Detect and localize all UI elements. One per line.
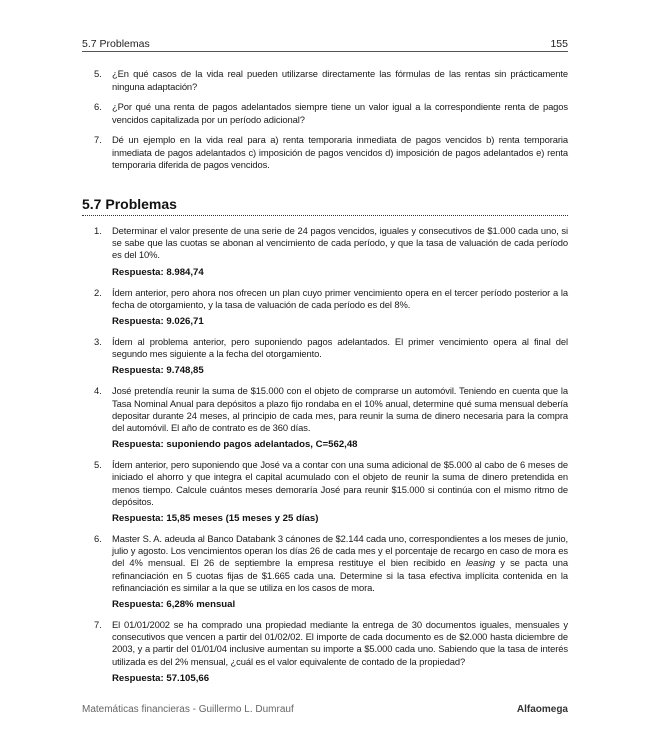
header-rule — [82, 51, 568, 52]
question-item — [82, 101, 568, 126]
problem-item — [82, 619, 568, 668]
review-questions — [82, 68, 568, 180]
problem-text-end: y se pacta una refinanciación en 5 cuotas fijas de $1.665 cada una. Determine si la tasa efectiva implícita contenida en la refinanciación es similar a la que se utiliza en los casos de mora. — [112, 557, 568, 593]
problem-item — [82, 336, 568, 360]
question-number: 6. — [94, 101, 102, 112]
problem-text: Ídem anterior, pero suponiendo que José va a contar con una suma adicional de $5.000 al cabo de 6 meses de iniciado el ahorro y que integra el capital acumulado con el objeto de reunir la suma de dinero pretendida en menos tiempo. Calcule cuántos meses demoraría José para reunir $15.000 si continúa con el mismo ritmo de depósitos. — [112, 459, 568, 507]
problem-number: 4. — [94, 385, 102, 397]
problem-item — [82, 459, 568, 508]
problem-text: Determinar el valor presente de una serie de 24 pagos vencidos, iguales y consecutivos de $1.000 cada uno, si se sabe que las cuotas se abonan al vencimiento de cada período, y que la tasa de valuación de cada período es del 10%. — [112, 225, 568, 261]
question-text: Dé un ejemplo en la vida real para a) renta temporaria inmediata de pagos vencidos b) renta temporaria inmediata de pagos adelantados c) imposición de pagos vencidos d) imposición de pagos adelantados e) renta temporaria diferida de pagos vencidos. — [112, 134, 568, 170]
problem-answer: Respuesta: 57.105,66 — [112, 672, 210, 684]
question-item — [82, 134, 568, 172]
problem-item — [82, 287, 568, 311]
problem-answer: Respuesta: suponiendo pagos adelantados, C=562,48 — [112, 439, 358, 451]
question-item — [82, 68, 568, 93]
problems-list — [82, 225, 568, 693]
problem-answer: Respuesta: 9.748,85 — [112, 365, 204, 377]
problem-text-italic: leasing — [466, 557, 496, 569]
problem-text-start: Master S. A. adeuda al Banco Databank 3 cánones de $2.144 cada uno, correspondientes a los meses de junio, julio y agosto. Los vencimientos operan los días 26 de cada mes y el porcentaje de recargo en caso de mora es del 4% mensual. El 26 de septiembre la empresa restituye el bien recibido en — [112, 533, 568, 569]
question-number: 7. — [94, 134, 102, 145]
problem-text: Ídem al problema anterior, pero suponiendo pagos adelantados. El primer vencimiento opera al final del segundo mes siguiente a la fecha del otorgamiento. — [112, 336, 568, 360]
problem-answer: Respuesta: 6,28% mensual — [112, 599, 236, 611]
problem-text: Ídem anterior, pero ahora nos ofrecen un plan cuyo primer vencimiento opera en el tercer período posterior a la fecha de otorgamiento, y la tasa de valuación de cada período es del 8%. — [112, 286, 568, 310]
question-text: ¿Por qué una renta de pagos adelantados siempre tiene un valor igual a la correspondiente renta de pagos vencidos capitalizada por un período adicional? — [112, 101, 568, 125]
problem-number: 2. — [94, 286, 102, 298]
header-section: 5.7 Problemas — [82, 38, 150, 50]
section-divider — [82, 215, 568, 216]
question-text: ¿En qué casos de la vida real pueden utilizarse directamente las fórmulas de las rentas sin prácticamente ninguna adaptación? — [112, 68, 568, 92]
problem-answer: Respuesta: 9.026,71 — [112, 316, 204, 328]
section-title: 5.7 Problemas — [82, 196, 177, 212]
problem-answer: Respuesta: 8.984,74 — [112, 266, 204, 278]
problem-item — [82, 385, 568, 434]
problem-item — [82, 225, 568, 262]
problem-number: 3. — [94, 336, 102, 348]
page-number: 155 — [550, 38, 568, 50]
problem-number: 5. — [94, 459, 102, 471]
problem-item — [82, 533, 568, 594]
question-number: 5. — [94, 68, 102, 79]
problem-answer: Respuesta: 15,85 meses (15 meses y 25 días) — [112, 513, 319, 525]
footer-book-title: Matemáticas financieras - Guillermo L. Dumrauf — [82, 704, 294, 715]
footer-publisher: Alfaomega — [516, 704, 568, 715]
problem-text: El 01/01/2002 se ha comprado una propiedad mediante la entrega de 30 documentos iguales, mensuales y consecutivos que vencen a partir del 01/02/02. El importe de cada documento es de $2.000 hasta diciembre de 2003, y a partir del 01/01/04 inclusive aumentan su importe a $5.000 cada uno. Sabiendo que la tasa de interés utilizada es del 2% mensual, ¿cuál es el valor equivalente de contado de la propiedad? — [112, 619, 568, 667]
problem-number: 1. — [94, 225, 102, 236]
problem-text: José pretendía reunir la suma de $15.000 con el objeto de comprarse un automóvil. Teniendo en cuenta que la Tasa Nominal Anual para depósitos a plazo fijo rondaba en el 10% anual, determine qué suma mensual debería depositar durante 24 meses, al principio de cada mes, para reunir la suma de dinero necesaria para la compra del automóvil. El año de contrato es de 360 días. — [112, 385, 568, 434]
problem-number: 6. — [94, 533, 102, 545]
problem-number: 7. — [94, 619, 102, 631]
